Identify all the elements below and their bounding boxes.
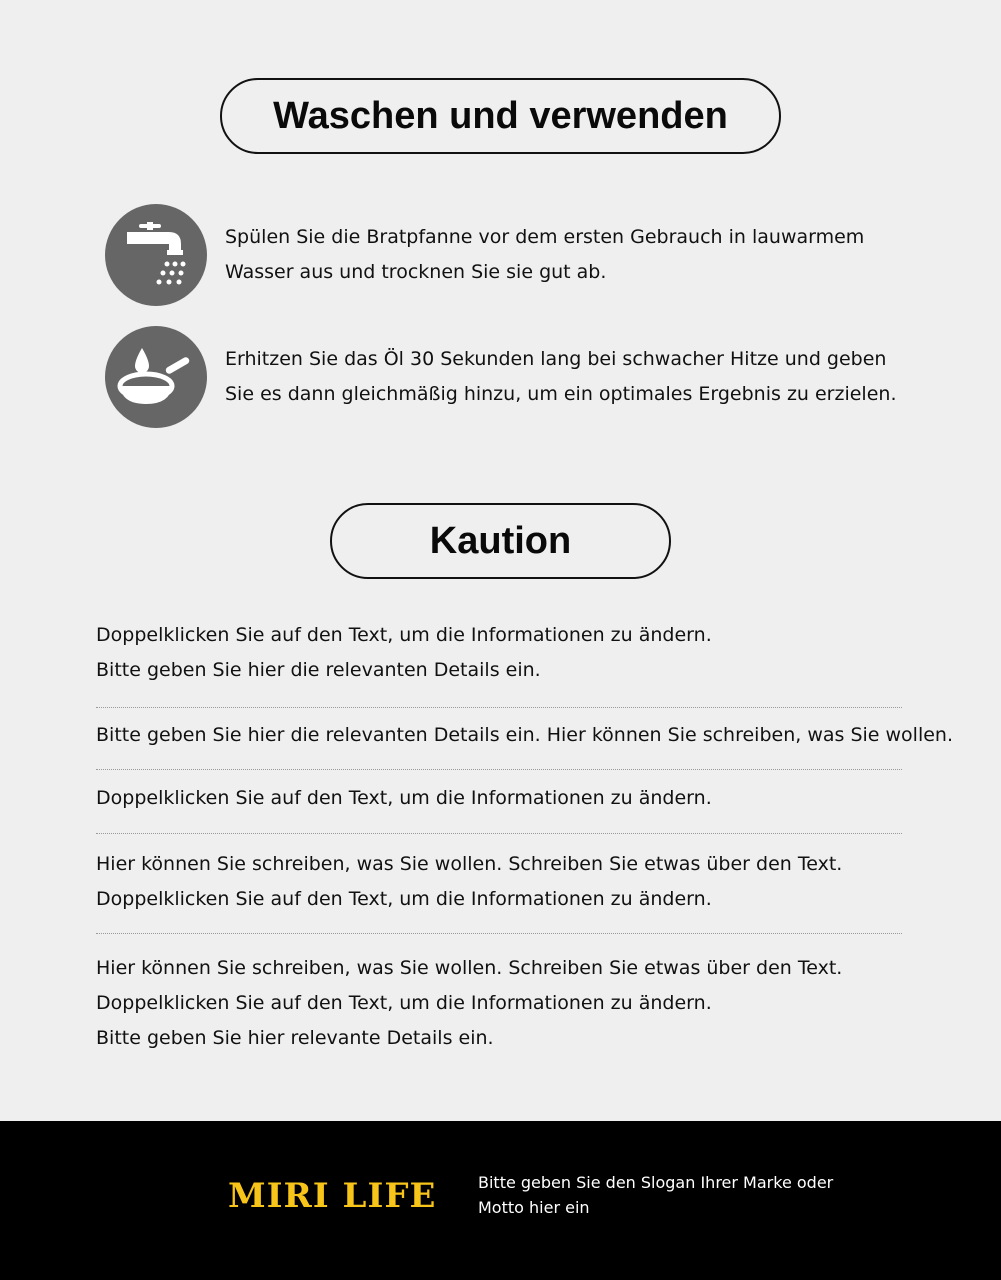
step-text: Erhitzen Sie das Öl 30 Sekunden lang bei schwacher Hitze und geben Sie es dann gleichmäßig hinzu, um ein optimales Ergebnis zu erzielen. [225,348,897,405]
brand-logo: MIRI LIFE [228,1176,437,1216]
caution-line: Hier können Sie schreiben, was Sie wollen. Schreiben Sie etwas über den Text. [96,957,843,979]
divider [96,707,902,708]
step-heat-oil [105,326,925,428]
step-rinse [105,204,925,306]
caution-block [96,847,916,917]
caution-line: Doppelklicken Sie auf den Text, um die Informationen zu ändern. [96,888,712,910]
caution-line: Bitte geben Sie hier relevante Details ein. [96,1027,494,1049]
divider [96,933,902,934]
caution-line: Bitte geben Sie hier die relevanten Details ein. Hier können Sie schreiben, was Sie wollen. [96,724,954,746]
caution-line: Bitte geben Sie hier die relevanten Details ein. [96,659,541,681]
caution-line: Doppelklicken Sie auf den Text, um die Informationen zu ändern. [96,992,712,1014]
caution-block [96,718,954,753]
section-title-wash: Waschen und verwenden [220,78,781,154]
divider [96,769,902,770]
caution-block [96,618,916,688]
divider [96,833,902,834]
caution-line: Doppelklicken Sie auf den Text, um die Informationen zu ändern. [96,787,712,809]
oil-pan-icon [105,326,207,428]
faucet-icon [105,204,207,306]
caution-line: Doppelklicken Sie auf den Text, um die Informationen zu ändern. [96,624,712,646]
footer [0,1121,1001,1280]
caution-block [96,781,916,816]
step-text: Spülen Sie die Bratpfanne vor dem ersten Gebrauch in lauwarmem Wasser aus und trocknen Sie sie gut ab. [225,226,865,283]
brand-slogan: Bitte geben Sie den Slogan Ihrer Marke oder Motto hier ein [478,1173,834,1217]
section-title-caution: Kaution [330,503,671,579]
caution-line: Hier können Sie schreiben, was Sie wollen. Schreiben Sie etwas über den Text. [96,853,843,875]
caution-block [96,951,916,1056]
